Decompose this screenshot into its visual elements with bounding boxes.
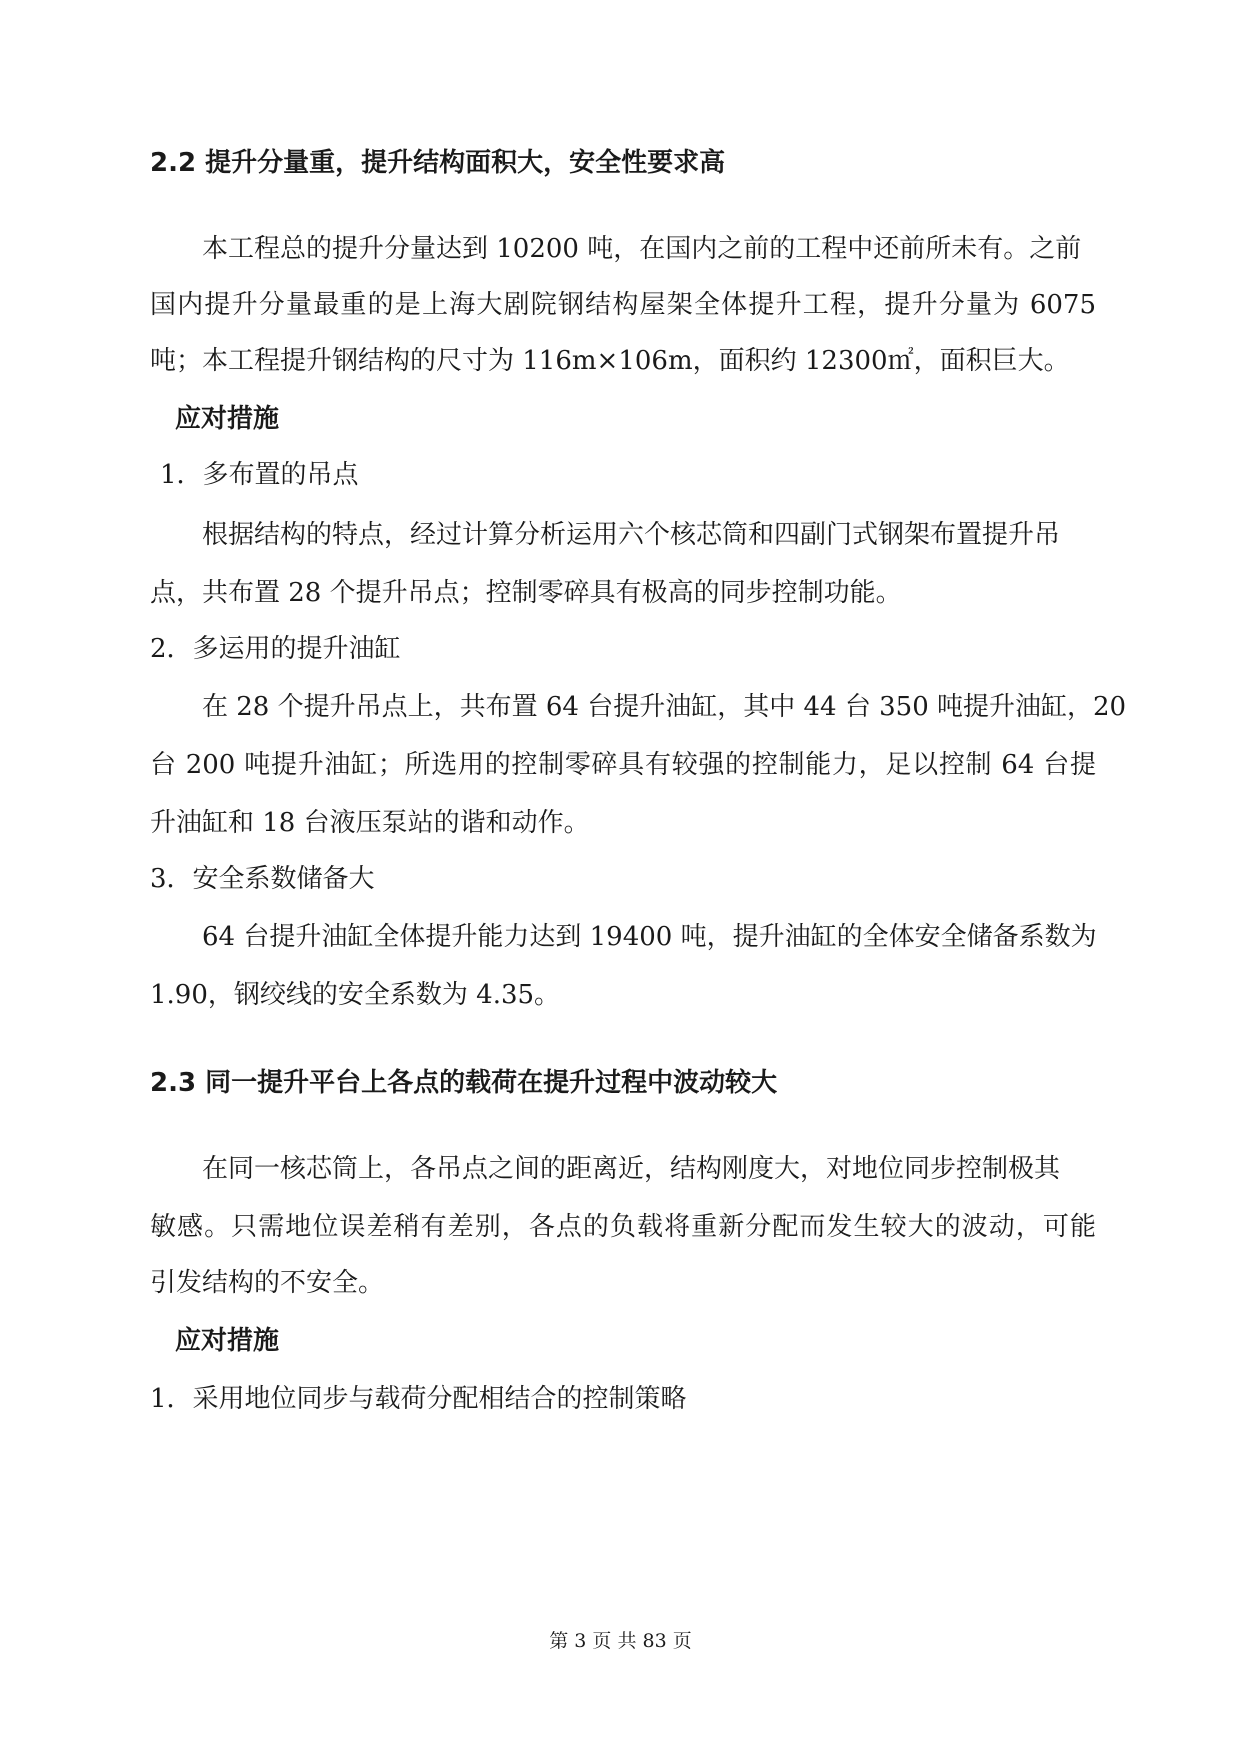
section-heading: 2.3 同一提升平台上各点的载荷在提升过程中波动较大 bbox=[150, 1068, 778, 1098]
measures-label: 应对措施 bbox=[175, 404, 280, 434]
measures-label: 应对措施 bbox=[175, 1326, 280, 1356]
paragraph-line: 升油缸和 18 台液压泵站的谐和动作。 bbox=[150, 808, 590, 838]
paragraph-line: 1.90，钢绞线的安全系数为 4.35。 bbox=[150, 980, 561, 1010]
paragraph-line: 台 200 吨提升油缸；所选用的控制零碎具有较强的控制能力，足以控制 64 台提 bbox=[150, 750, 1096, 780]
page-footer: 第 3 页 共 83 页 bbox=[549, 1630, 692, 1652]
paragraph-line: 64 台提升油缸全体提升能力达到 19400 吨，提升油缸的全体安全储备系数为 bbox=[202, 922, 1097, 952]
paragraph-line: 敏感。只需地位误差稍有差别，各点的负载将重新分配而发生较大的波动，可能 bbox=[150, 1212, 1096, 1242]
paragraph-line: 在同一核芯筒上，各吊点之间的距离近，结构刚度大，对地位同步控制极其 bbox=[202, 1154, 1061, 1184]
paragraph-line: 根据结构的特点，经过计算分析运用六个核芯筒和四副门式钢架布置提升吊 bbox=[202, 520, 1061, 550]
item-title: 1．采用地位同步与载荷分配相结合的控制策略 bbox=[150, 1384, 687, 1414]
paragraph-line: 吨；本工程提升钢结构的尺寸为 116m×106m，面积约 12300㎡，面积巨大。 bbox=[150, 346, 1070, 376]
paragraph-line: 国内提升分量最重的是上海大剧院钢结构屋架全体提升工程，提升分量为 6075 bbox=[150, 290, 1096, 320]
item-title: 3．安全系数储备大 bbox=[150, 864, 375, 894]
item-title: 1．多布置的吊点 bbox=[160, 460, 359, 490]
paragraph-line: 本工程总的提升分量达到 10200 吨，在国内之前的工程中还前所未有。之前 bbox=[202, 234, 1082, 264]
item-title: 2．多运用的提升油缸 bbox=[150, 634, 401, 664]
paragraph-line: 点，共布置 28 个提升吊点；控制零碎具有极高的同步控制功能。 bbox=[150, 578, 902, 608]
section-heading: 2.2 提升分量重，提升结构面积大，安全性要求高 bbox=[150, 148, 726, 178]
paragraph-line: 在 28 个提升吊点上，共布置 64 台提升油缸，其中 44 台 350 吨提升油缸，20 bbox=[202, 692, 1127, 722]
paragraph-line: 引发结构的不安全。 bbox=[150, 1268, 385, 1298]
